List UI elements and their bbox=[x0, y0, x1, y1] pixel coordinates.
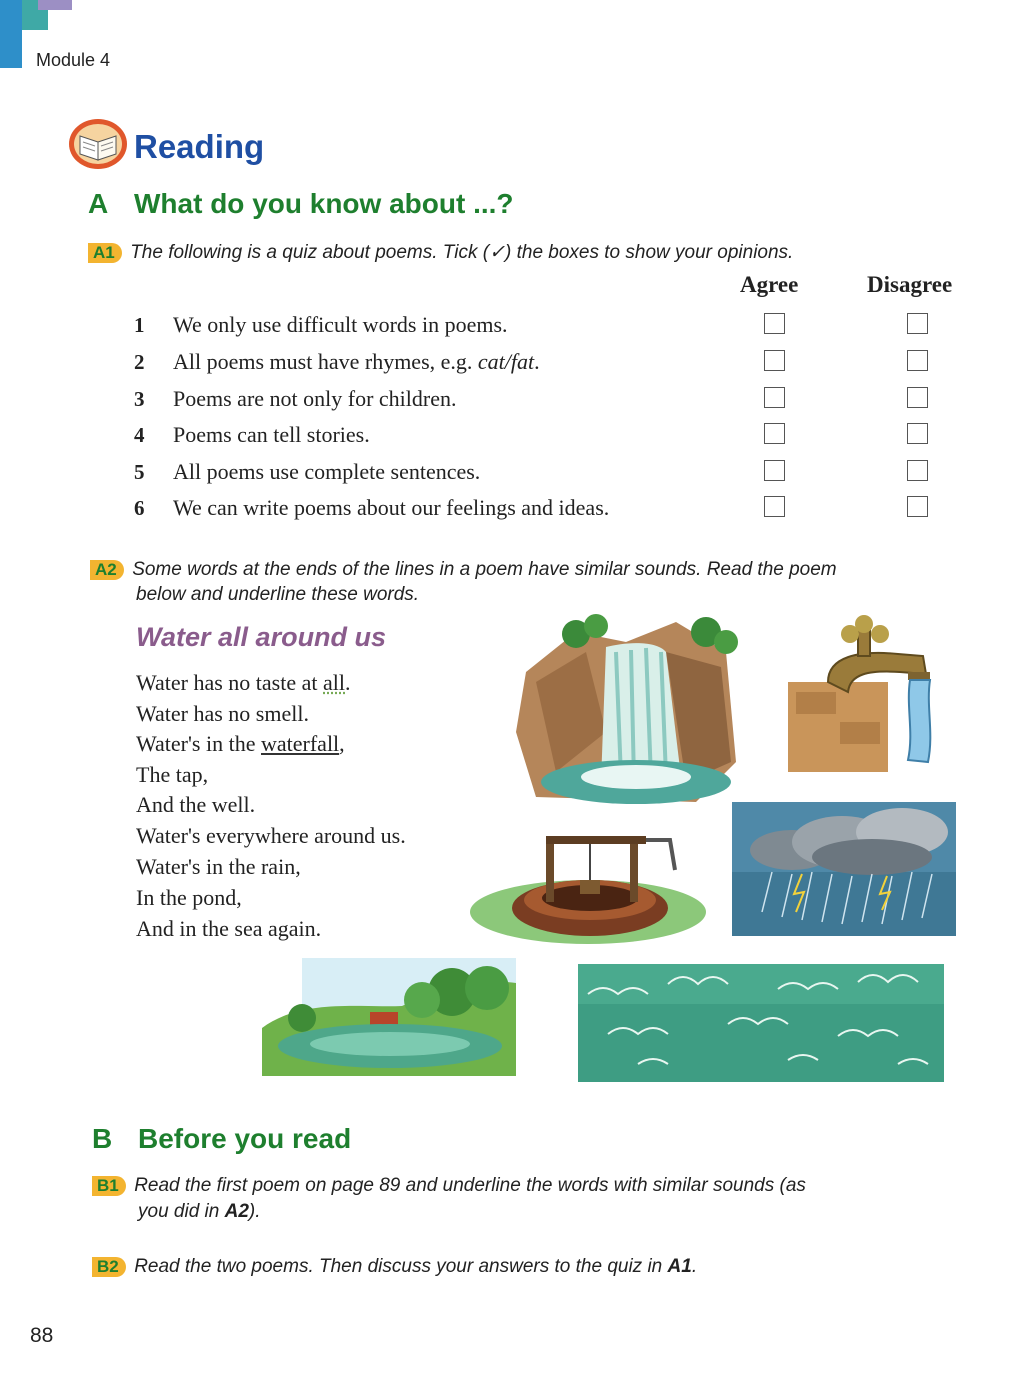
quiz-statement: We only use difficult words in poems. bbox=[173, 312, 508, 337]
quiz-number: 1 bbox=[134, 313, 145, 337]
poem-line: Water has no smell. bbox=[136, 701, 309, 726]
agree-header: Agree bbox=[740, 272, 799, 297]
a1-tag: A1 bbox=[88, 243, 122, 263]
agree-checkbox[interactable] bbox=[764, 460, 785, 481]
quiz-number: 3 bbox=[134, 387, 145, 411]
example-rhyme: cat/fat bbox=[477, 349, 535, 374]
quiz-number: 6 bbox=[134, 496, 145, 520]
poem-line: Water has no taste at all. bbox=[136, 670, 351, 695]
corner-decoration-purple bbox=[38, 0, 72, 10]
b2-instruction: Read the two poems. Then discuss your answers to the quiz in A1. bbox=[134, 1256, 698, 1277]
pond-illustration bbox=[262, 958, 516, 1076]
reading-title: Reading bbox=[134, 128, 265, 165]
a2-row bbox=[90, 556, 837, 583]
b2-tag: B2 bbox=[92, 1257, 126, 1277]
b1-tag: B1 bbox=[92, 1176, 126, 1196]
agree-checkbox[interactable] bbox=[764, 423, 785, 444]
poem-line: Water's in the waterfall, bbox=[136, 731, 345, 756]
b2-row bbox=[92, 1253, 697, 1280]
sea-illustration bbox=[578, 964, 944, 1082]
poem-line: The tap, bbox=[136, 762, 209, 787]
agree-checkbox[interactable] bbox=[764, 387, 785, 408]
book-icon bbox=[68, 118, 128, 170]
quiz-statement: Poems are not only for children. bbox=[173, 386, 457, 411]
agree-checkbox[interactable] bbox=[764, 496, 785, 517]
underlined-word: all bbox=[323, 670, 345, 695]
quiz-number: 5 bbox=[134, 460, 145, 484]
section-b-letter: B bbox=[92, 1123, 113, 1154]
disagree-checkbox[interactable] bbox=[907, 423, 928, 444]
tap-illustration bbox=[788, 612, 946, 772]
agree-checkbox[interactable] bbox=[764, 313, 785, 334]
disagree-checkbox[interactable] bbox=[907, 350, 928, 371]
poem-line: Water's everywhere around us. bbox=[136, 823, 406, 848]
quiz-statement: We can write poems about our feelings and ideas. bbox=[173, 495, 610, 520]
section-a-letter: A bbox=[88, 188, 109, 219]
disagree-checkbox[interactable] bbox=[907, 460, 928, 481]
section-b-title: Before you read bbox=[138, 1123, 352, 1154]
page-number: 88 bbox=[30, 1324, 54, 1347]
poem-line: In the pond, bbox=[136, 885, 242, 910]
a2-instruction-line2: below and underline these words. bbox=[136, 584, 420, 605]
quiz-statement: All poems must have rhymes, e.g. cat/fat. bbox=[173, 349, 540, 374]
waterfall-illustration bbox=[516, 612, 742, 808]
disagree-checkbox[interactable] bbox=[907, 313, 928, 334]
quiz-number: 4 bbox=[134, 423, 145, 447]
quiz-statement: Poems can tell stories. bbox=[173, 422, 370, 447]
a2-instruction-line1: Some words at the ends of the lines in a poem have similar sounds. Read the poem bbox=[132, 559, 837, 580]
disagree-checkbox[interactable] bbox=[907, 387, 928, 408]
b1-instruction-line2: you did in A2). bbox=[138, 1201, 261, 1222]
quiz-number: 2 bbox=[134, 350, 145, 374]
poem-title: Water all around us bbox=[136, 622, 387, 652]
disagree-checkbox[interactable] bbox=[907, 496, 928, 517]
well-illustration bbox=[470, 820, 706, 946]
module-label: Module 4 bbox=[36, 50, 111, 70]
disagree-header: Disagree bbox=[867, 272, 953, 297]
rain-cloud-illustration bbox=[732, 802, 956, 936]
poem-line: And the well. bbox=[136, 792, 256, 817]
poem-line: And in the sea again. bbox=[136, 916, 322, 941]
a2-tag: A2 bbox=[90, 560, 124, 580]
a1-row bbox=[88, 239, 793, 266]
agree-checkbox[interactable] bbox=[764, 350, 785, 371]
section-a-title: What do you know about ...? bbox=[134, 188, 514, 219]
quiz-statement: All poems use complete sentences. bbox=[173, 459, 481, 484]
underlined-word: waterfall bbox=[261, 731, 340, 756]
corner-decoration-blue bbox=[0, 0, 22, 68]
b1-instruction-line1: Read the first poem on page 89 and underline the words with similar sounds (as bbox=[134, 1175, 806, 1196]
poem-line: Water's in the rain, bbox=[136, 854, 301, 879]
a1-instruction: The following is a quiz about poems. Tick (✓) the boxes to show your opinions. bbox=[130, 242, 794, 263]
b1-row bbox=[92, 1172, 806, 1199]
